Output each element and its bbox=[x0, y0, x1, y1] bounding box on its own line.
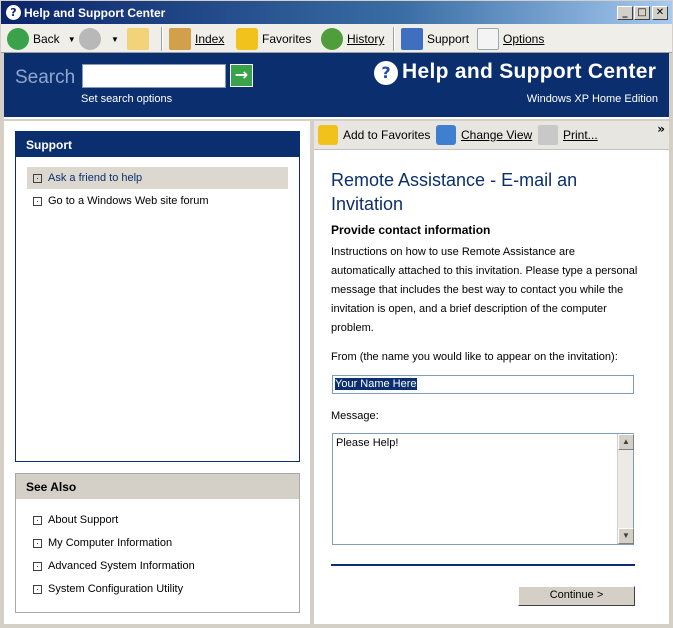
print-button[interactable] bbox=[538, 124, 598, 146]
support-item-label: Ask a friend to help bbox=[48, 172, 143, 184]
minimize-button[interactable]: _ bbox=[617, 6, 633, 20]
header-band bbox=[4, 53, 669, 119]
section-divider bbox=[331, 564, 635, 566]
left-pane bbox=[4, 121, 310, 624]
add-favorites-label: Add to Favorites bbox=[343, 128, 431, 142]
help-icon: ? bbox=[374, 61, 398, 85]
see-also-item-label: My Computer Information bbox=[48, 537, 173, 549]
window-title: Help and Support Center bbox=[24, 6, 166, 20]
history-clock-icon bbox=[321, 28, 343, 50]
bullet-icon bbox=[33, 197, 42, 206]
support-button[interactable] bbox=[401, 27, 469, 51]
options-label: Options bbox=[503, 32, 545, 46]
history-label: History bbox=[347, 32, 385, 46]
dropdown-arrow-icon[interactable]: ▼ bbox=[67, 34, 76, 44]
help-icon: ? bbox=[6, 5, 21, 20]
continue-button[interactable]: Continue > bbox=[518, 586, 635, 606]
support-item-ask-friend[interactable] bbox=[27, 167, 288, 189]
from-name-field[interactable] bbox=[332, 375, 634, 394]
content-toolbar bbox=[314, 121, 669, 150]
support-label: Support bbox=[427, 32, 470, 46]
support-icon bbox=[401, 28, 423, 50]
star-add-icon bbox=[318, 125, 338, 145]
home-icon bbox=[127, 28, 149, 50]
message-value: Please Help! bbox=[336, 437, 399, 449]
main-toolbar bbox=[1, 24, 672, 53]
see-also-item[interactable] bbox=[27, 509, 118, 531]
dropdown-arrow-icon[interactable]: ▼ bbox=[111, 34, 119, 44]
toolbar-separator bbox=[161, 27, 163, 51]
support-item-label: Go to a Windows Web site forum bbox=[48, 195, 209, 207]
toolbar-separator bbox=[393, 27, 395, 51]
support-panel-title: Support bbox=[16, 132, 299, 157]
close-button[interactable]: ✕ bbox=[652, 6, 668, 20]
from-label: From (the name you would like to appear on the invitation): bbox=[331, 351, 618, 363]
instructions-text: Instructions on how to use Remote Assistance are automatically attached to this invitation. Please type a personal message that includes the best way to contact you while the invitation is open, and a brief description of the computer problem. bbox=[331, 246, 638, 334]
bullet-icon bbox=[33, 516, 42, 525]
search-go-button[interactable] bbox=[230, 64, 253, 87]
search-input[interactable] bbox=[82, 64, 226, 88]
title-bar bbox=[0, 0, 673, 24]
options-checklist-icon bbox=[477, 28, 499, 50]
options-button[interactable] bbox=[477, 27, 544, 51]
content-area bbox=[331, 168, 641, 601]
support-item-web-forum[interactable] bbox=[27, 190, 209, 212]
maximize-button[interactable]: □ bbox=[634, 6, 650, 20]
favorites-label: Favorites bbox=[262, 32, 312, 46]
see-also-item-label: System Configuration Utility bbox=[48, 583, 184, 595]
back-arrow-icon bbox=[7, 28, 29, 50]
forward-arrow-icon bbox=[79, 28, 101, 50]
message-scrollbar[interactable] bbox=[617, 434, 633, 544]
bullet-icon bbox=[33, 174, 42, 183]
back-label: Back bbox=[33, 32, 60, 46]
right-pane bbox=[314, 121, 669, 624]
chevron-more-icon[interactable]: » bbox=[657, 122, 665, 136]
change-view-icon bbox=[436, 125, 456, 145]
print-label: Print... bbox=[563, 128, 598, 142]
edition-label: Windows XP Home Edition bbox=[526, 93, 658, 105]
bullet-icon bbox=[33, 539, 42, 548]
favorites-button[interactable] bbox=[236, 27, 311, 51]
home-button[interactable] bbox=[127, 27, 153, 51]
see-also-item-label: Advanced System Information bbox=[48, 560, 195, 572]
search-options-link[interactable]: Set search options bbox=[81, 93, 173, 105]
see-also-title: See Also bbox=[16, 474, 299, 499]
star-icon bbox=[236, 28, 258, 50]
page-title: Help and Support Center bbox=[402, 60, 657, 83]
change-view-label: Change View bbox=[461, 128, 533, 142]
support-panel bbox=[15, 131, 300, 462]
search-label: Search bbox=[15, 67, 76, 88]
see-also-item[interactable] bbox=[27, 578, 183, 600]
bullet-icon bbox=[33, 562, 42, 571]
scroll-up-icon[interactable]: ▲ bbox=[618, 434, 634, 450]
change-view-button[interactable] bbox=[436, 124, 532, 146]
page-heading: Remote Assistance - E-mail an Invitation bbox=[331, 170, 578, 214]
index-button[interactable] bbox=[169, 27, 224, 51]
see-also-item-label: About Support bbox=[48, 514, 119, 526]
back-button[interactable] bbox=[7, 27, 76, 51]
add-to-favorites-button[interactable] bbox=[318, 124, 430, 146]
from-name-value: Your Name Here bbox=[335, 378, 417, 390]
see-also-item[interactable] bbox=[27, 532, 172, 554]
see-also-item[interactable] bbox=[27, 555, 195, 577]
section-heading: Provide contact information bbox=[331, 223, 491, 237]
message-label: Message: bbox=[331, 410, 379, 422]
index-label: Index bbox=[195, 32, 225, 46]
index-book-icon bbox=[169, 28, 191, 50]
bullet-icon bbox=[33, 585, 42, 594]
history-button[interactable] bbox=[321, 27, 384, 51]
forward-button[interactable] bbox=[79, 27, 119, 51]
arrow-right-icon: → bbox=[234, 65, 249, 84]
scroll-down-icon[interactable]: ▼ bbox=[618, 528, 634, 544]
printer-icon bbox=[538, 125, 558, 145]
message-textarea[interactable] bbox=[332, 433, 634, 545]
see-also-panel bbox=[15, 473, 300, 613]
